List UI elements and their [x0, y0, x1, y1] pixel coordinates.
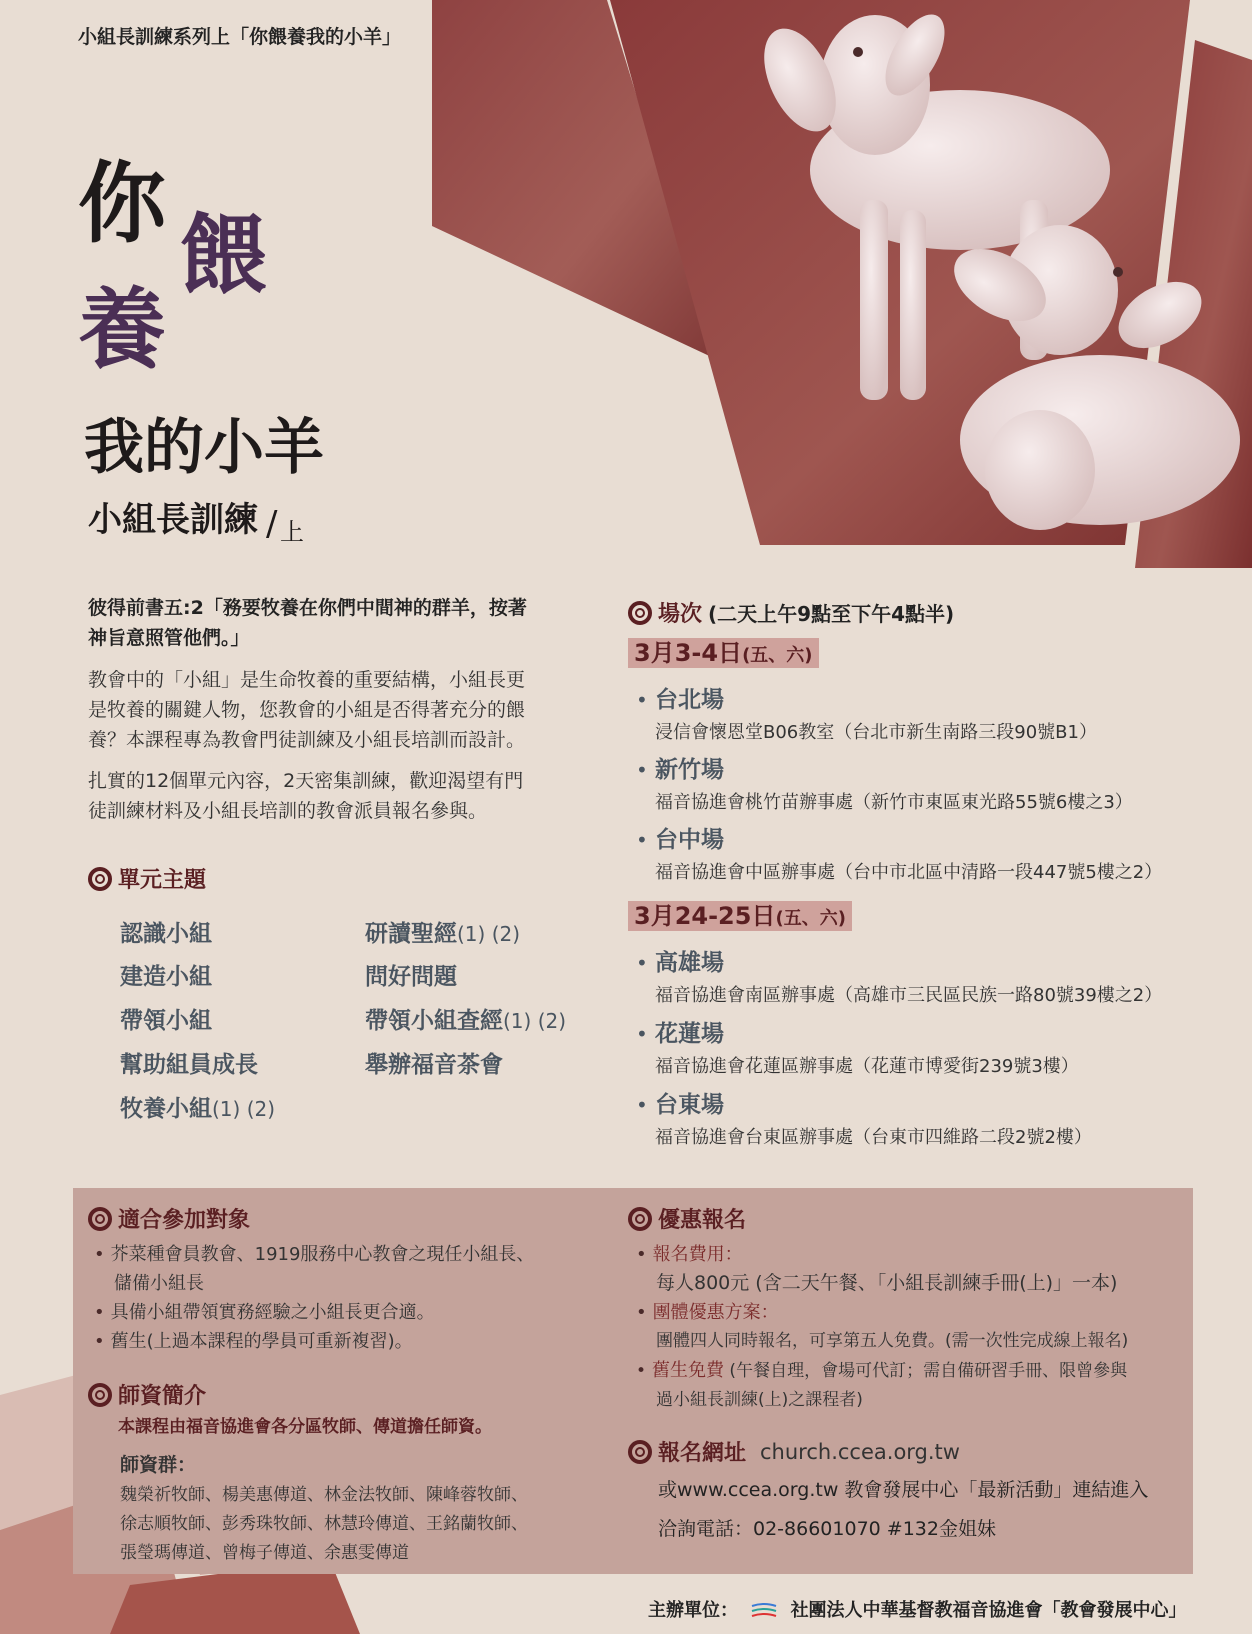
sessions-heading-note: (二天上午9點至下午4點半): [708, 602, 955, 626]
intro-p2-line-2: 徒訓練材料及小組長培訓的教會派員報名參與。: [88, 800, 488, 822]
ring-bullet-icon: [628, 1207, 652, 1231]
date-bar-1: 3月3-4日(五、六): [628, 638, 819, 668]
unit-item: 牧養小組(1) (2): [120, 1096, 276, 1122]
register-phone: 洽詢電話：02-86601070 #132金姐妹: [658, 1518, 996, 1540]
bullet-dot: •: [636, 1022, 648, 1046]
teachers-list: 魏榮祈牧師、楊美惠傳道、林金法牧師、陳峰蓉牧師、 徐志順牧師、彭秀珠牧師、林慧玲傳道、王銘蘭牧師、 張瑩瑪傳道、曾梅子傳道、余惠雯傳道: [120, 1485, 528, 1563]
series-title: 小組長訓練系列上「你餵養我的小羊」: [78, 26, 402, 48]
intro-p1-line-2: 是牧養的關鍵人物，您教會的小組是否得著充分的餵: [88, 699, 526, 721]
venue-taichung: 台中場 福音協進會中區辦事處（台中市北區中清路一段447號5樓之2）: [655, 827, 1163, 883]
bullet-dot: •: [636, 951, 648, 975]
teachers-group-label: 師資群：: [120, 1454, 197, 1476]
discount-heading: 優惠報名: [628, 1203, 746, 1234]
bullet-dot: •: [636, 688, 648, 712]
ring-bullet-icon: [88, 867, 112, 891]
bullet-dot: •: [636, 758, 648, 782]
venue-hsinchu: 新竹場 福音協進會桃竹苗辦事處（新竹市東區東光路55號6樓之3）: [655, 757, 1133, 813]
unit-item: 帶領小組: [120, 1008, 212, 1034]
units-heading-label: 單元主題: [118, 868, 207, 893]
bullet-dot: •: [636, 828, 648, 852]
intro-p1-line-1: 教會中的「小組」是生命牧養的重要結構，小組長更: [88, 669, 526, 691]
units-heading: [88, 863, 206, 894]
register-heading: 報名網址 church.ccea.org.tw: [628, 1436, 960, 1467]
audience-heading: 適合參加對象: [88, 1203, 250, 1234]
venue-taitung: 台東場 福音協進會台東區辦事處（台東市四維路二段2號2樓）: [655, 1092, 1092, 1148]
register-alt: 或www.ccea.org.tw 教會發展中心「最新活動」連結進入: [658, 1479, 1149, 1501]
teachers-heading: 師資簡介: [88, 1379, 206, 1410]
venue-kaohsiung: 高雄場 福音協進會南區辦事處（高雄市三民區民族一路80號39樓之2）: [655, 950, 1163, 1006]
unit-item: 認識小組: [120, 921, 212, 947]
bullet-dot: •: [636, 1093, 648, 1117]
date-bar-2: 3月24-25日(五、六): [628, 901, 852, 931]
unit-item: 問好問題: [365, 964, 457, 990]
organizer-logo-icon: [750, 1602, 778, 1620]
organizer: 主辦單位： 社團法人中華基督教福音協進會「教會發展中心」: [648, 1600, 1187, 1621]
title-char-ni: 你: [78, 152, 167, 255]
intro-p2-line-1: 扎實的12個單元內容，2天密集訓練，歡迎渴望有門: [88, 770, 524, 792]
ring-bullet-icon: [88, 1383, 112, 1407]
unit-item: 舉辦福音茶會: [365, 1052, 503, 1078]
unit-item: 幫助組員成長: [120, 1052, 258, 1078]
discount-list: • 報名費用： 每人800元 (含二天午餐、「小組長訓練手冊(上)」一本) • 團體優惠方案： 團體四人同時報名，可享第五人免費。(需一次性完成線上報名) • 舊生免費 (午餐自理，會場可代訂；需自備研習手冊、限曾參與 過小組長訓練(上)之課程者): [636, 1244, 1129, 1410]
unit-item: 建造小組: [120, 964, 212, 990]
title-volume: 上: [280, 518, 304, 546]
register-url[interactable]: church.ccea.org.tw: [760, 1439, 960, 1464]
audience-list: • 芥菜種會員教會、1919服務中心教會之現任小組長、 儲備小組長 • 具備小組帶領實務經驗之小組長更合適。 • 舊生(上過本課程的學員可重新複習)。: [94, 1244, 535, 1352]
venue-hualien: 花蓮場 福音協進會花蓮區辦事處（花蓮市博愛街239號3樓）: [655, 1021, 1079, 1077]
sessions-heading-label: 場次: [658, 602, 703, 627]
unit-item: 帶領小組查經(1) (2): [365, 1008, 567, 1034]
intro-p1-line-3: 養？本課程專為教會門徒訓練及小組長培訓而設計。: [88, 729, 526, 751]
title-subtitle: 小組長訓練: [88, 500, 258, 540]
title-line2: 我的小羊: [84, 413, 324, 483]
sessions-heading: [628, 597, 954, 628]
verse-line-2: 神旨意照管他們。」: [88, 627, 250, 649]
verse-line-1: 彼得前書五:2「務要牧養在你們中間神的群羊，按著: [88, 597, 527, 619]
ring-bullet-icon: [88, 1207, 112, 1231]
venue-taipei: 台北場 浸信會懷恩堂B06教室（台北市新生南路三段90號B1）: [655, 687, 1097, 743]
ring-bullet-icon: [628, 601, 652, 625]
ring-bullet-icon: [628, 1440, 652, 1464]
teachers-note: 本課程由福音協進會各分區牧師、傳道擔任師資。: [118, 1417, 492, 1437]
title-slash: /: [266, 504, 278, 544]
title-char-wei: 餵: [180, 204, 269, 307]
title-char-yang: 養: [78, 278, 167, 381]
unit-item: 研讀聖經(1) (2): [365, 921, 521, 947]
